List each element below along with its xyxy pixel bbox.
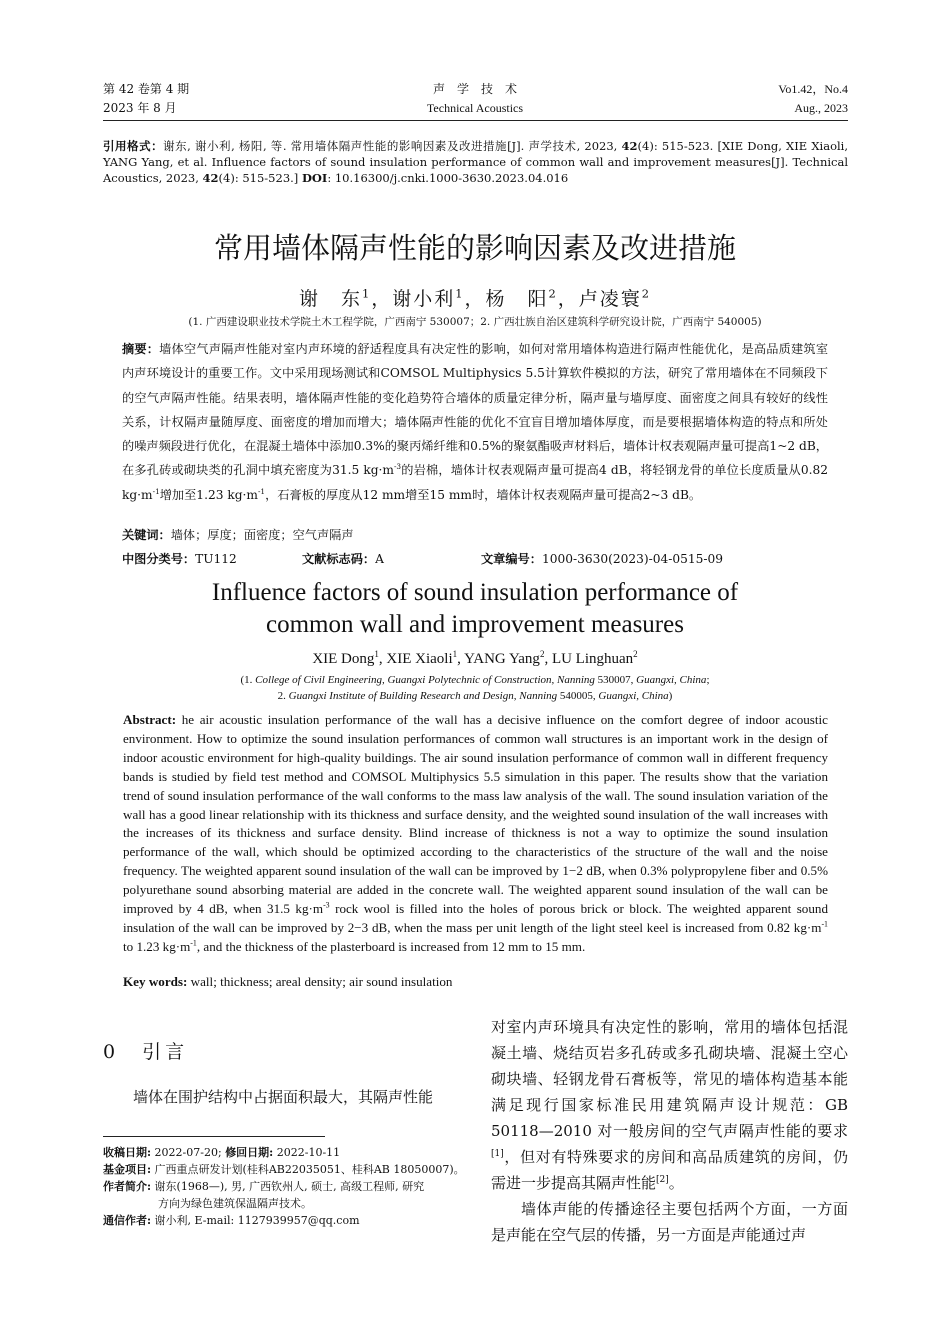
author-cn: 谢小利 — [392, 288, 456, 310]
author-cn-aff: 1 — [361, 286, 372, 301]
affiliation-en-1 — [0, 672, 950, 688]
doi-label: DOI — [301, 171, 328, 185]
aff-location: Guangxi, China — [636, 674, 707, 686]
authors-cn — [0, 284, 950, 311]
footnotes — [103, 1144, 465, 1229]
citation-vol-1: 42 — [621, 139, 638, 153]
aff-text: (1. — [240, 674, 256, 686]
citation-text-2: (4): 515-523. [XIE Dong, XIE Xiaoli, YANG Yang, et al. Influence factors of sound insulation performance of common wall and improvement measures[J]. Technical Acoustics, 2023, — [103, 139, 849, 185]
abstract-cn-text: 增加至1.23 kg·m — [159, 487, 258, 502]
author-sep: ， — [371, 288, 393, 310]
header-vol-no: Vo1.42，No.4 — [778, 82, 848, 96]
paper-title-en — [0, 577, 950, 641]
author-sep: , — [378, 651, 387, 667]
author-cn-aff: 2 — [548, 286, 558, 301]
citation-block — [103, 138, 848, 186]
footnote-corresponding — [103, 1212, 460, 1229]
authors-en — [0, 651, 950, 668]
abstract-en-sup: -1 — [821, 919, 828, 929]
footnote-author — [103, 1178, 460, 1195]
keywords-en-text: wall; thickness; areal density; air sound insulation — [187, 974, 453, 989]
article-no-label: 文章编号： — [481, 552, 542, 566]
author-sep: , — [544, 651, 552, 667]
article-no-value: 1000-3630(2023)-04-0515-09 — [541, 552, 724, 566]
affiliation-en — [0, 672, 950, 704]
header-date: 2023 年 8 月 — [103, 101, 177, 115]
aff-text: 2. — [277, 690, 289, 702]
aff-text: ) — [668, 690, 673, 702]
footnote-fund — [103, 1161, 465, 1178]
author-sep: ， — [557, 288, 579, 310]
footnote-dates — [103, 1144, 460, 1161]
abstract-en-text: he air acoustic insulation performance of the wall has a decisive influence on the comfort degree of indoor acoustic environment. How to optimize the sound insulation performances of common wall structures is an important work in the design of indoor acoustic environment for high-quality buildings. The air sound insulation performance of common wall in different frequency bands is studied by field test method and COMSOL Multiphysics 5.5 simulation in this paper. The results show that the variation trend of sound insulation performance of the wall conforms to the mass law analysis of the wall. The sound insulation variation of the wall has a good linear relationship with its thickness and surface density, and the weighted sound insulation of the wall increases with the increases of its thickness and surface density. Blind increase of thickness is not a way to optimize the sound insulation performance of the wall, which should be optimized according to the characteristics of the structure of the wall and the noise frequency. The weighted apparent sound insulation of the wall can be improved by 1−2 dB, when 0.3% polypropylene fiber and 0.5% polyurethane sound absorbing material are added in the concrete wall. The weighted apparent sound insulation of the wall can be improved by 4 dB, when 31.5 kg·m — [123, 712, 828, 917]
author-en: XIE Dong — [312, 651, 375, 667]
citation-vol-2: 42 — [202, 171, 219, 185]
doi-link[interactable]: : 10.16300/j.cnki.1000-3630.2023.04.016 — [327, 171, 569, 185]
author-en: LU Linghuan — [551, 651, 634, 667]
author-cn-aff: 1 — [455, 286, 465, 301]
document-code — [302, 550, 384, 567]
author-en: YANG Yang — [464, 651, 540, 667]
author-cn: 杨 阳 — [485, 288, 549, 310]
clc-label: 中图分类号： — [122, 552, 196, 566]
doc-code-value: A — [375, 552, 384, 566]
abstract-cn-sup: -1 — [257, 486, 266, 496]
body-column-right — [491, 1014, 848, 1248]
received-label: 收稿日期: — [103, 1146, 152, 1159]
abstract-cn-label: 摘要： — [122, 342, 160, 356]
author-en-aff: 1 — [452, 649, 458, 659]
author-bio-label: 作者简介: — [103, 1180, 152, 1193]
abstract-cn-text: 墙体空气声隔声性能对室内声环境的舒适程度具有决定性的影响，如何对常用墙体构造进行隔声性能优化，是高品质建筑室内声环境设计的重要工作。文中采用现场测试和COMSOL Multiphysics 5.5计算软件模拟的方法，研究了常用墙体在不同频段下的空气声隔声性能。结果表明，墙体隔声性能的变化趋势符合墙体的质量定律分析，隔声量与墙厚度、面密度之间具有较好的线性关系，计权隔声量随厚度、面密度的增加而增大；墙体隔声性能的优化不宜盲目增加墙体厚度，而是要根据墙体构造的特点和所处的噪声频段进行优化，在混凝土墙体中添加0.3%的聚丙烯纤维和0.5%的聚氨酯吸声材料后，墙体计权表观隔声量可提高1~2 dB，在多孔砖或砌块类的孔洞中填充密度为31.5 kg·m — [122, 342, 829, 478]
footnote-author-cont: 方向为绿色建筑保温隔声技术。 — [158, 1197, 312, 1210]
aff-text: ; — [706, 674, 710, 686]
author-cn: 谢 东 — [298, 288, 362, 310]
citation-label: 引用格式： — [103, 139, 164, 153]
author-cn-aff: 2 — [641, 286, 652, 301]
keywords-cn — [122, 526, 354, 543]
article-number — [481, 550, 723, 567]
header-volume: 第 42 卷第 4 期 — [103, 82, 190, 96]
abstract-en-text: to 1.23 kg·m — [123, 938, 191, 954]
aff-institution: College of Civil Engineering, Guangxi Polytechnic of Construction, Nanning — [255, 674, 595, 686]
author-en-aff: 2 — [539, 649, 545, 659]
author-en-aff: 1 — [374, 649, 379, 659]
section-heading: 0 引言 — [103, 1041, 189, 1063]
clc-number — [122, 550, 237, 567]
body-text: 。 — [668, 1174, 684, 1192]
doc-code-label: 文献标志码： — [302, 552, 376, 566]
header-journal-cn: 声 学 技 术 — [432, 82, 517, 96]
header-date-en: Aug., 2023 — [794, 101, 848, 115]
keywords-cn-label: 关键词： — [122, 528, 171, 542]
corresponding-text[interactable]: 谢小利, E-mail: 1127939957@qq.com — [151, 1214, 360, 1227]
header-rule — [103, 120, 848, 121]
abstract-en-label: Abstract: — [123, 712, 177, 727]
header-journal-en: Technical Acoustics — [426, 101, 524, 115]
reference-link[interactable]: [1] — [491, 1149, 504, 1159]
abstract-en-text: rock wool is filled into the holes of porous brick or block. The weighted apparent sound insulation of the wall can be improved by 2−3 dB, when the mass per unit length of the light steel keel is increased from 0.82 kg·m — [123, 901, 828, 935]
revised-date: 2022-10-11 — [273, 1146, 341, 1159]
abstract-en-sup: -3 — [323, 900, 330, 910]
affiliation-cn: (1. 广西建设职业技术学院土木工程学院，广西南宁 530007；2. 广西壮族自治区建筑科学研究设计院，广西南宁 540005) — [188, 316, 762, 328]
aff-text: 530007, — [594, 674, 637, 686]
citation-text-1: 谢东, 谢小利, 杨阳, 等. 常用墙体隔声性能的影响因素及改进措施[J]. 声学技术, 2023, — [163, 139, 622, 153]
aff-text: 540005, — [557, 690, 599, 702]
clc-value: TU112 — [195, 552, 237, 566]
abstract-cn-text: ，石膏板的厚度从12 mm增至15 mm时，墙体计权表观隔声量可提高2~3 dB。 — [265, 487, 702, 502]
paper-title-en-line: Influence factors of sound insulation performance of — [211, 579, 739, 606]
revised-label: 修回日期: — [225, 1146, 274, 1159]
aff-location: Guangxi, China — [598, 690, 669, 702]
keywords-cn-text: 墙体；厚度；面密度；空气声隔声 — [170, 528, 354, 542]
author-en: XIE Xiaoli — [386, 651, 453, 667]
abstract-en — [123, 711, 828, 957]
fund-label: 基金项目: — [103, 1163, 152, 1176]
abstract-cn-sup: -1 — [152, 486, 160, 496]
paper-title-en-line: common wall and improvement measures — [266, 611, 684, 638]
affiliation-en-2 — [0, 688, 950, 704]
abstract-cn-text: 的岩棉，墙体计权表观隔声量可提高4 dB，将轻钢龙骨的单位长度质量从0.82 kg·m — [122, 463, 828, 502]
author-en-aff: 2 — [633, 649, 638, 659]
received-date: 2022-07-20; — [151, 1146, 226, 1159]
abstract-cn-sup: -3 — [393, 462, 402, 472]
author-sep: ， — [464, 288, 486, 310]
body-paragraph-left: 墙体在围护结构中占据面积最大，其隔声性能 — [133, 1088, 434, 1106]
author-cn: 卢凌寰 — [578, 288, 642, 310]
aff-institution: Guangxi Institute of Building Research and Design, Nanning — [288, 690, 558, 702]
fund-text: 广西重点研发计划(桂科AB22035051、桂科AB 18050007)。 — [151, 1163, 465, 1176]
body-paragraph — [491, 1014, 848, 1196]
footnote-rule — [103, 1136, 325, 1137]
author-bio-text: 谢东(1968—), 男, 广西钦州人, 硕士, 高级工程师, 研究 — [151, 1180, 425, 1193]
citation-text-3: (4): 515-523.] — [218, 171, 302, 185]
corresponding-label: 通信作者: — [103, 1214, 152, 1227]
body-text: ，但对有特殊要求的房间和高品质建筑的房间，仍需进一步提高其隔声性能 — [491, 1148, 848, 1192]
abstract-en-text: , and the thickness of the plasterboard is increased from 12 mm to 15 mm. — [196, 938, 586, 954]
abstract-cn — [122, 337, 828, 507]
reference-link[interactable]: [2] — [656, 1175, 669, 1185]
body-paragraph: 墙体声能的传播途径主要包括两个方面，一方面是声能在空气层的传播，另一方面是声能通过声 — [491, 1200, 848, 1244]
abstract-en-sup: -1 — [190, 938, 197, 948]
body-text: 对室内声环境具有决定性的影响，常用的墙体包括混凝土墙、烧结页岩多孔砖或多孔砌块墙、混凝土空心砌块墙、轻钢龙骨石膏板等，常见的墙体构造基本能满足现行国家标准民用建筑隔声设计规范：GB 50118—2010 对一般房间的空气声隔声性能的要求 — [491, 1018, 848, 1140]
author-sep: , — [457, 651, 465, 667]
header-volume-en — [778, 80, 848, 118]
keywords-en-label: Key words: — [123, 974, 188, 989]
keywords-en — [123, 974, 452, 990]
paper-title-cn: 常用墙体隔声性能的影响因素及改进措施 — [213, 231, 736, 265]
